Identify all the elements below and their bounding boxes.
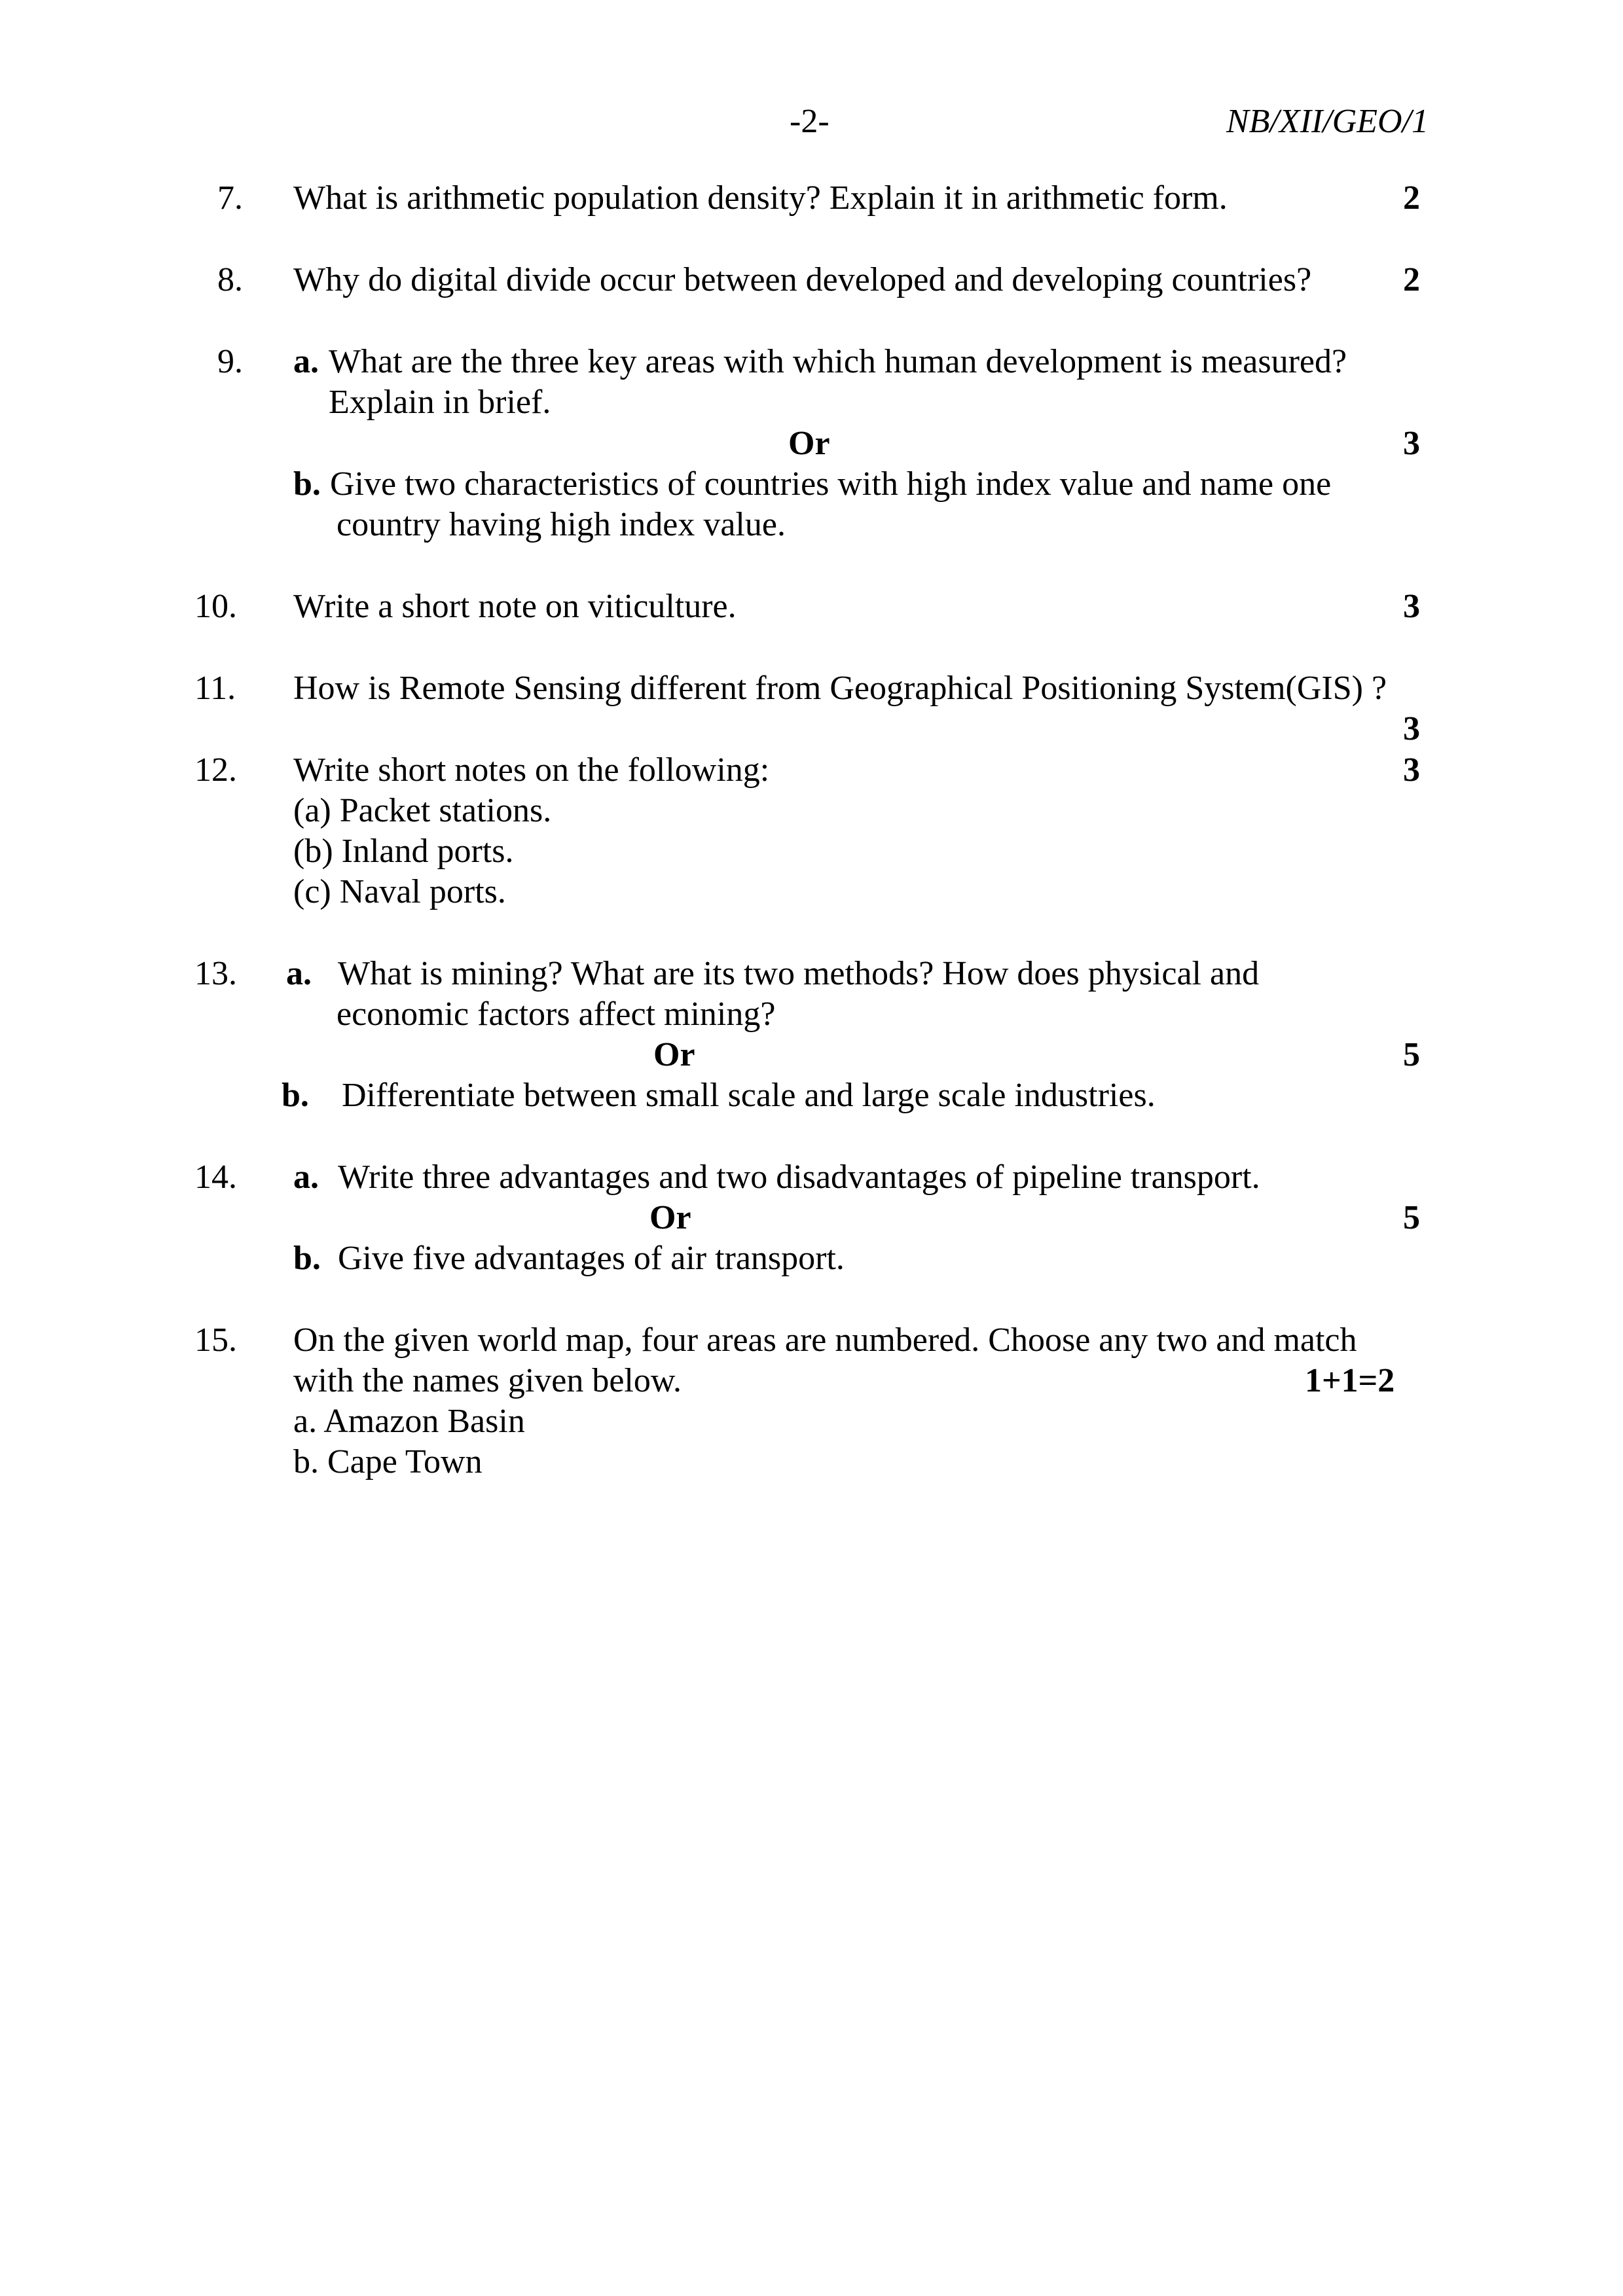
- option-a-text-cont: Explain in brief.: [329, 384, 551, 421]
- list-item: b. Cape Town: [293, 1443, 483, 1480]
- question-marks: 3: [1403, 588, 1420, 625]
- question-text: On the given world map, four areas are numbered. Choose any two and match: [293, 1321, 1357, 1359]
- list-item: (c) Naval ports.: [293, 873, 506, 910]
- or-separator: Or: [653, 1036, 695, 1073]
- option-a-label: a.: [293, 1158, 319, 1196]
- list-item: a. Amazon Basin: [293, 1403, 525, 1440]
- question-text: Write short notes on the following:: [293, 751, 770, 789]
- question-number: 10.: [194, 588, 237, 625]
- option-a-label: a.: [286, 955, 312, 992]
- question-marks: 2: [1403, 261, 1420, 298]
- question-marks: 3: [1403, 751, 1420, 789]
- question-marks: 2: [1403, 179, 1420, 217]
- question-text: Write a short note on viticulture.: [293, 588, 737, 625]
- question-text: What is arithmetic population density? Explain it in arithmetic form.: [293, 179, 1228, 217]
- option-a-text: What are the three key areas with which human development is measured?: [329, 343, 1347, 380]
- option-b-text: Differentiate between small scale and large scale industries.: [342, 1077, 1156, 1114]
- list-item: (a) Packet stations.: [293, 792, 552, 829]
- question-number: 11.: [194, 670, 236, 707]
- question-number: 13.: [194, 955, 237, 992]
- option-b-label: b.: [282, 1077, 309, 1114]
- option-b-text-cont: country having high index value.: [337, 506, 786, 543]
- question-marks: 1+1=2: [1305, 1362, 1395, 1399]
- option-b-label: b.: [293, 1240, 321, 1277]
- question-number: 8.: [217, 261, 243, 298]
- option-b-text: Give two characteristics of countries with high index value and name one: [330, 465, 1332, 503]
- question-number: 12.: [194, 751, 237, 789]
- question-number: 14.: [194, 1158, 237, 1196]
- question-number: 15.: [194, 1321, 237, 1359]
- question-marks: 5: [1403, 1036, 1420, 1073]
- option-a-text: What is mining? What are its two methods? How does physical and: [338, 955, 1260, 992]
- question-marks: 5: [1403, 1199, 1420, 1236]
- question-marks: 3: [1403, 710, 1420, 747]
- question-marks: 3: [1403, 425, 1420, 462]
- or-separator: Or: [788, 425, 830, 462]
- option-a-label: a.: [293, 343, 319, 380]
- list-item: (b) Inland ports.: [293, 833, 514, 870]
- option-b-label: b.: [293, 465, 321, 503]
- paper-code: NB/XII/GEO/1: [1226, 103, 1429, 140]
- question-text: Why do digital divide occur between developed and developing countries?: [293, 261, 1312, 298]
- page-number: -2-: [790, 103, 830, 140]
- question-number: 7.: [217, 179, 243, 217]
- or-separator: Or: [649, 1199, 691, 1236]
- question-number: 9.: [217, 343, 243, 380]
- question-text-cont: with the names given below.: [293, 1362, 682, 1399]
- option-a-text: Write three advantages and two disadvantages of pipeline transport.: [338, 1158, 1260, 1196]
- question-text: How is Remote Sensing different from Geographical Positioning System(GIS) ?: [293, 670, 1387, 707]
- option-b-text: Give five advantages of air transport.: [338, 1240, 845, 1277]
- option-a-text-cont: economic factors affect mining?: [337, 996, 776, 1033]
